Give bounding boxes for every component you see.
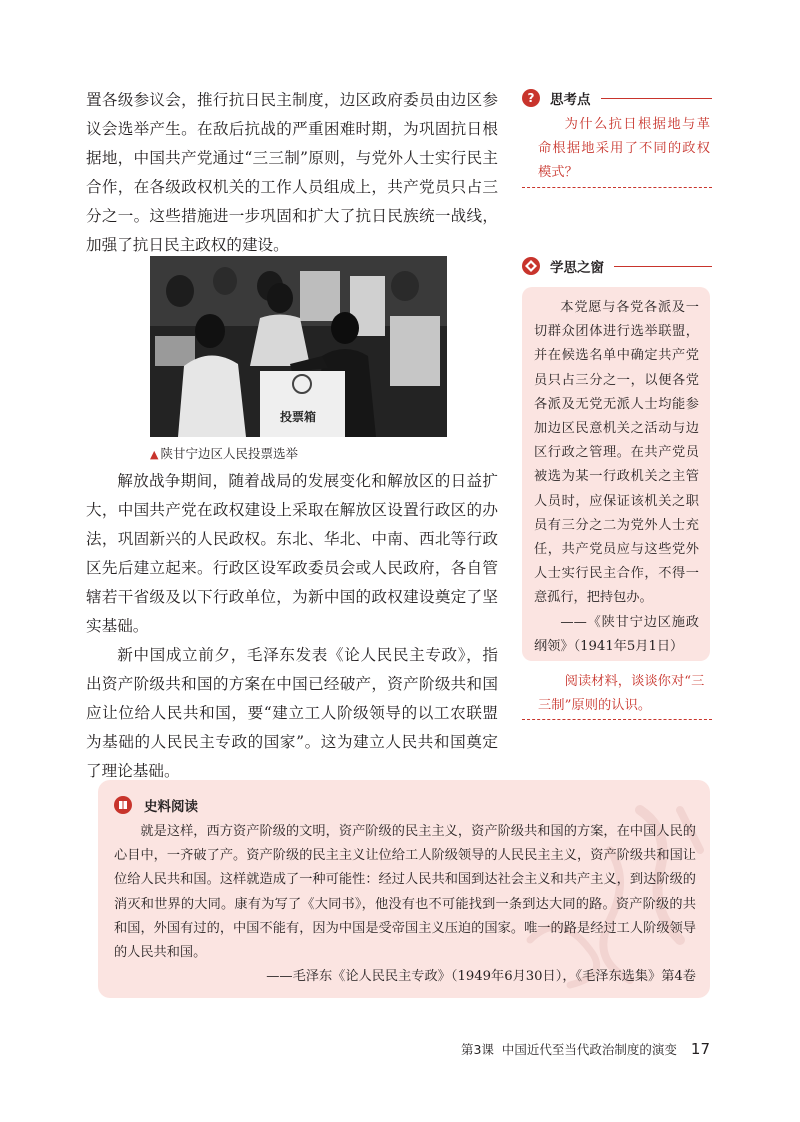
think-point-rule bbox=[601, 98, 713, 99]
paragraph-2: 解放战争期间，随着战局的发展变化和解放区的日益扩大，中国共产党在政权建设上采取在解放区设置行政区的办法，巩固新兴的人民政权。东北、华北、中南、西北等行政区先后建立起来。行政区设军政委员会或人民政府，各自管辖若干省级及以下行政单位，为新中国的政权建设奠定了坚实基础。 bbox=[86, 472, 498, 635]
paragraph-3: 新中国成立前夕，毛泽东发表《论人民民主专政》，指出资产阶级共和国的方案在中国已经破产，资产阶级共和国应让位给人民共和国，要“建立工人阶级领导的以工农联盟为基础的人民民主专政的国家”。这为建立人民共和国奠定了理论基础。 bbox=[86, 646, 498, 780]
learning-window-title: 学思之窗 bbox=[550, 260, 604, 276]
paragraph-1: 置各级参议会，推行抗日民主制度，边区政府委员由边区参议会选举产生。在敌后抗战的严重困难时期，为巩固抗日根据地，中国共产党通过“三三制”原则，与党外人士实行民主合作，在各级政权机关的工作人员组成上，共产党员只占三分之一。这些措施进一步巩固和扩大了抗日民族统一战线，加强了抗日民主政权的建设。 bbox=[86, 91, 498, 254]
think-point-title: 思考点 bbox=[550, 92, 591, 108]
main-text-block-1 bbox=[86, 86, 498, 260]
page-number: 17 bbox=[690, 1040, 710, 1058]
learning-window-header bbox=[522, 255, 712, 277]
think-point-divider bbox=[522, 187, 712, 188]
photo-caption-text: 陕甘宁边区人民投票选举 bbox=[160, 446, 298, 461]
question-icon: ? bbox=[522, 89, 540, 107]
think-point-header bbox=[522, 87, 712, 109]
historical-reading-body: 就是这样，西方资产阶级的文明，资产阶级的民主主义，资产阶级共和国的方案，在中国人民的心目中，一齐破了产。资产阶级的民主主义让位给工人阶级领导的人民民主主义，资产阶级共和国让位给人民共和国。这样就造成了一种可能性：经过人民共和国到达社会主义和共产主义，到达阶级的消灭和世界的大同。康有为写了《大同书》，他没有也不可能找到一条到达大同的路。资产阶级的共和国，外国有过的，中国不能有，因为中国是受帝国主义压迫的国家。唯一的路是经过工人阶级领导的人民共和国。 bbox=[114, 824, 696, 961]
caption-triangle-icon: ▲ bbox=[150, 448, 159, 461]
historical-reading-title: 史料阅读 bbox=[144, 799, 198, 815]
historical-reading-source: ——毛泽东《论人民民主专政》（1949年6月30日），《毛泽东选集》第4卷 bbox=[266, 969, 696, 985]
footer-lesson: 第3课 bbox=[460, 1042, 494, 1057]
diamond-icon bbox=[522, 257, 540, 275]
photo-caption bbox=[150, 444, 298, 462]
learning-window-divider bbox=[522, 719, 712, 720]
historical-reading-text bbox=[114, 820, 696, 989]
historical-reading-header bbox=[114, 795, 198, 815]
learning-window-text bbox=[534, 296, 699, 659]
learning-window-source: ——《陕甘宁边区施政纲领》（1941年5月1日） bbox=[534, 614, 699, 654]
page-footer bbox=[461, 1040, 710, 1058]
voting-photo bbox=[150, 256, 447, 437]
learning-window-rule bbox=[614, 266, 712, 267]
main-text-block-2 bbox=[86, 467, 498, 786]
footer-lesson-title: 中国近代至当代政治制度的演变 bbox=[501, 1042, 677, 1057]
learning-window-question: 阅读材料，谈谈你对“三三制”原则的认识。 bbox=[538, 674, 705, 713]
think-point-question: 为什么抗日根据地与革命根据地采用了不同的政权模式？ bbox=[538, 117, 710, 180]
book-icon bbox=[114, 796, 132, 814]
learning-window-body: 本党愿与各党各派及一切群众团体进行选举联盟，并在候选名单中确定共产党员只占三分之一，以便各党各派及无党无派人士均能参加边区民意机关之活动与边区行政之管理。在共产党员被选为某一行政机关之主管人员时，应保证该机关之职员有三分之二为党外人士充任，共产党员应与这些党外人士实行民主合作，不得一意孤行，把持包办。 bbox=[534, 300, 699, 606]
ballot-box-label: 投票箱 bbox=[280, 410, 317, 424]
